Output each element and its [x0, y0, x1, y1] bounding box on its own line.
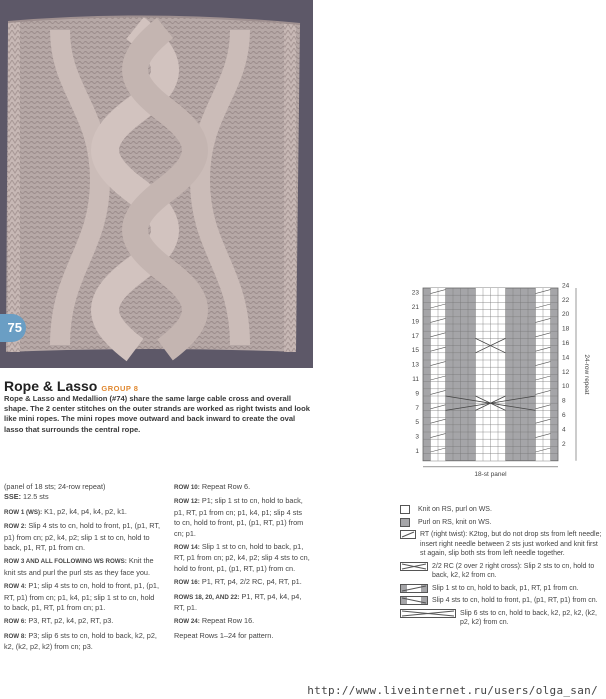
purl-symbol [400, 518, 410, 531]
row-number-left: 19 [411, 318, 419, 326]
instruction-row [174, 496, 310, 539]
instruction-row [4, 616, 162, 627]
row-number-right: 14 [562, 354, 570, 362]
instruction-row [174, 616, 310, 627]
instruction-row [174, 542, 310, 574]
sse-label: SSE: [4, 492, 22, 502]
knit-symbol [400, 505, 410, 518]
pattern-title [4, 378, 138, 394]
instruction-row-label: ROW 1 (WS): [4, 508, 43, 516]
row-number-right: 20 [562, 311, 570, 319]
row-number-right: 6 [562, 412, 566, 419]
swatch-illustration [0, 0, 313, 368]
legend-text: Slip 1 st to cn, hold to back, p1, RT, p1 from cn. [432, 584, 579, 592]
sse-line [4, 492, 162, 502]
repeat-label: 24-row repeat [583, 354, 590, 395]
instruction-row-text: P1, RT, p4, k4, p4, RT, p1. [174, 591, 302, 613]
legend-text: Knit on RS, purl on WS. [418, 506, 492, 513]
row-number-right: 2 [562, 440, 566, 448]
instruction-row-label: ROW 6: [4, 618, 27, 626]
instruction-row [174, 631, 310, 641]
legend-text: Purl on RS, knit on WS. [418, 518, 492, 526]
legend-item [398, 505, 604, 515]
instruction-row [174, 482, 310, 493]
instruction-row-label: ROW 24: [174, 618, 200, 626]
instruction-row-label: ROW 16: [174, 579, 200, 587]
instruction-row-text: Slip 1 st to cn, hold to back, p1, RT, p1 from cn; p2, k4, p2; slip 4 sts to cn, hold to front, p1, (p1, RT, p1) from cn. [174, 542, 310, 573]
row-number-left: 11 [412, 376, 419, 383]
instruction-row [4, 521, 162, 553]
row-number-left: 17 [411, 332, 419, 340]
row-number-left: 5 [415, 419, 419, 427]
row-number-left: 13 [411, 361, 419, 369]
instruction-row-text: P3, RT, p2, k4, p2, RT, p3. [26, 616, 114, 626]
row-number-left: 3 [415, 433, 419, 441]
pattern-intro: Rope & Lasso and Medallion (#74) share the same large cable cross and overall shape. The 2 center stitches on the outer strands are worked as right twists and look like mini ropes. The mini ropes move outward and back inward to create the oval lasso that surrounds the central rope. [4, 394, 310, 434]
instruction-row-label: ROW 2: [4, 523, 27, 531]
row-number-left: 7 [415, 404, 419, 412]
instruction-row-label: ROWS 18, 20, AND 22: [174, 593, 240, 601]
row-number-right: 16 [562, 340, 570, 347]
pattern-title-text: Rope & Lasso [4, 378, 98, 394]
row-number-left: 21 [411, 304, 419, 311]
row-number-right: 10 [562, 383, 570, 391]
instruction-row [4, 556, 162, 578]
instruction-row-text: P1; slip 4 sts to cn, hold to front, p1, (p1, RT, p1) from cn; p1, k4, p1; slip 1 st to cn, hold to back, p1, RT, p1 from cn; p1. [4, 581, 159, 613]
legend-text: 2/2 RC (2 over 2 right cross): Slip 2 sts to cn, hold to back, k2, k2 from cn. [432, 562, 595, 579]
instruction-row-label: ROW 10: [174, 484, 200, 491]
row-number-right: 4 [562, 426, 566, 434]
instruction-row-text: P1; slip 1 st to cn, hold to back, p1, RT, p1 from cn; p1, k4, p1; slip 4 sts to cn, hold to front, p1, (p1, RT, p1) from cn; p1. [174, 496, 304, 538]
slip6-back-symbol [400, 609, 456, 622]
instruction-row-text: K1, p2, k4, p4, k4, p2, k1. [42, 506, 127, 516]
pattern-number-badge: 75 [0, 314, 26, 342]
row-number-left: 23 [411, 289, 419, 297]
chart-legend [398, 505, 604, 631]
row-number-left: 15 [411, 347, 419, 355]
stitch-chart [400, 282, 600, 492]
instruction-row-text: P1, RT, p4, 2/2 RC, p4, RT, p1. [199, 577, 302, 587]
panel-info: (panel of 18 sts; 24-row repeat) [4, 482, 106, 491]
sse-value: 12.5 sts [21, 492, 49, 502]
slip1-back-symbol [400, 584, 428, 597]
row-number-left: 1 [415, 448, 419, 455]
source-url: http://www.liveinternet.ru/users/olga_san/ [307, 684, 598, 697]
instruction-row-text: Repeat Rows 1–24 for pattern. [174, 630, 274, 640]
row-number-right: 18 [562, 325, 570, 333]
legend-text: Slip 6 sts to cn, hold to back, k2, p2, k2, (k2, p2, k2) from cn. [460, 609, 597, 626]
row-list-1 [4, 507, 162, 653]
legend-item [398, 562, 604, 581]
instruction-row [4, 581, 162, 613]
instruction-row-label: ROW 4: [4, 583, 27, 591]
instructions-column-1 [4, 482, 162, 656]
rc-symbol [400, 562, 428, 575]
instruction-row-text: Repeat Row 16. [199, 616, 255, 626]
instruction-row-text: P3; slip 6 sts to cn, hold to back, k2, p2, k2, (k2, p2, k2) from cn; p3. [4, 630, 157, 652]
instruction-row-text: Repeat Row 6. [199, 482, 251, 491]
legend-item [398, 518, 604, 528]
instruction-row-label: ROW 14: [174, 544, 200, 552]
group-label: GROUP 8 [101, 384, 139, 393]
legend-item [398, 530, 604, 559]
legend-text: Slip 4 sts to cn, hold to front, p1, (p1, RT, p1) from cn. [432, 597, 598, 604]
legend-item [398, 609, 604, 628]
stitch-chart-svg [400, 282, 600, 492]
row-number-right: 22 [562, 296, 570, 304]
swatch-photo [0, 0, 313, 368]
instruction-row-text: Slip 4 sts to cn, hold to front, p1, (p1, RT, p1) from cn; p2, k4, p2; slip 1 st to cn, hold to back, p1, RT, p1 from cn. [4, 521, 161, 553]
row-number-left: 9 [415, 390, 419, 398]
row-number-right: 24 [562, 282, 570, 290]
instructions-column-2 [174, 482, 310, 644]
row-number-right: 12 [562, 368, 570, 376]
instruction-row-label: ROW 8: [4, 632, 27, 640]
row-number-right: 8 [562, 397, 566, 405]
instruction-row [4, 631, 162, 653]
panel-label: 18-st panel [474, 470, 507, 478]
instruction-row [174, 592, 310, 614]
slip4-front-symbol [400, 596, 428, 609]
instruction-row-label: ROW 12: [174, 498, 200, 506]
instruction-row-text: Knit the knit sts and purl the purl sts as they face you. [4, 556, 154, 577]
legend-item [398, 596, 604, 606]
row-list-2 [174, 482, 310, 641]
legend-item [398, 584, 604, 594]
instruction-row-label: ROW 3 AND ALL FOLLOWING WS ROWS: [4, 558, 127, 566]
instruction-row [4, 507, 162, 518]
instruction-row [174, 577, 310, 588]
legend-text: RT (right twist): K2tog, but do not drop sts from left needle; insert right needle between 2 sts just worked and knit first st again, slip both sts from left needle together. [420, 531, 602, 557]
rt-symbol [400, 530, 416, 543]
